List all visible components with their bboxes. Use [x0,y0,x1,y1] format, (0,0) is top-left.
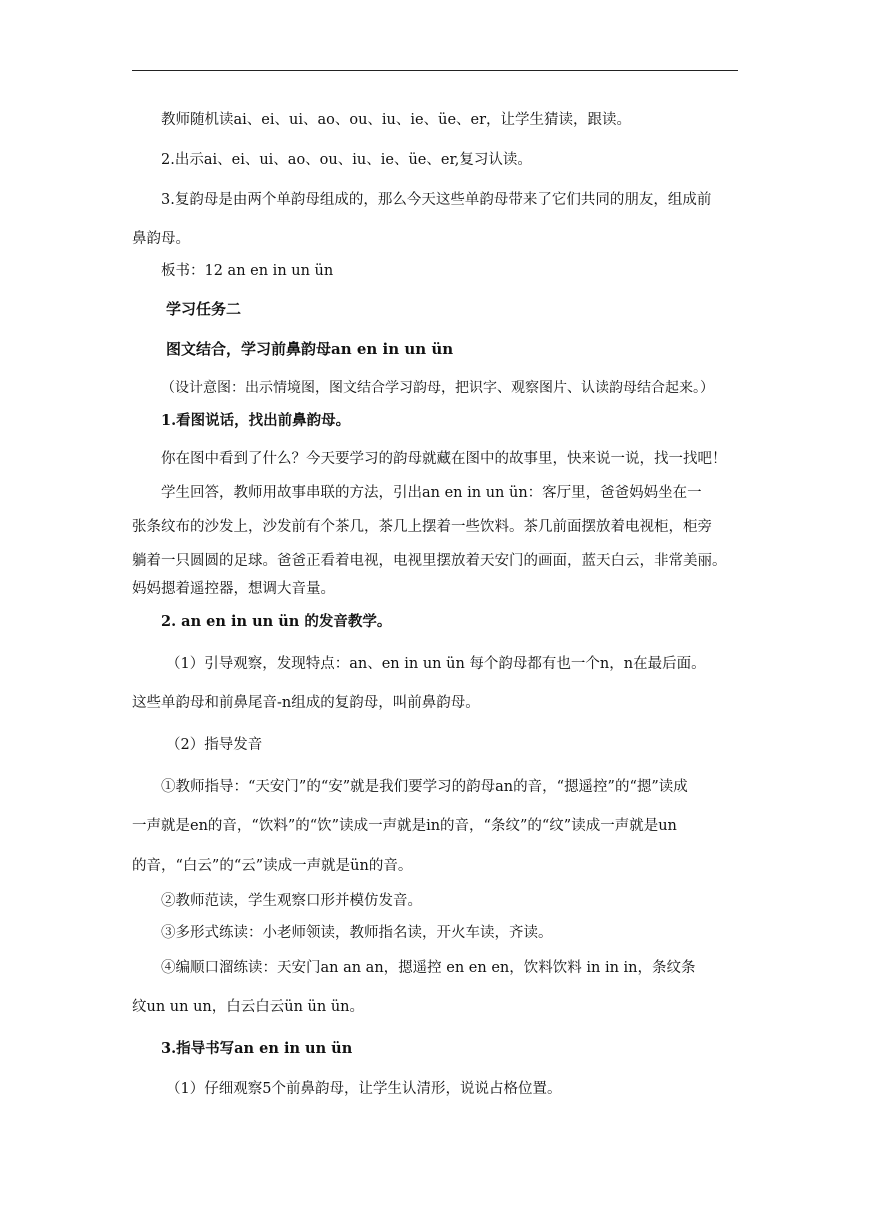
paragraph-line: 学生回答，教师用故事串联的方法，引出an en in un ün：客厅里，爸爸妈妈坐在一 [161,485,702,501]
section-subheading: 图文结合，学习前鼻韵母an en in un ün [166,340,454,358]
paragraph-line: （1）引导观察，发现特点：an、en in un ün 每个韵母都有也一个n，n在最后面。 [166,656,706,672]
paragraph-line: 你在图中看到了什么？今天要学习的韵母就藏在图中的故事里，快来说一说，找一找吧！ [161,451,727,467]
paragraph-line: 这些单韵母和前鼻尾音-n组成的复韵母，叫前鼻韵母。 [132,695,480,711]
blackboard-line: 板书：12 an en in un ün [161,263,334,279]
paragraph-line: ②教师范读，学生观察口形并模仿发音。 [161,893,422,909]
paragraph-line: 的音，“白云”的“云”读成一声就是ün的音。 [132,858,413,874]
paragraph-line: 一声就是en的音，“饮料”的“饮”读成一声就是in的音，“条纹”的“纹”读成一声就是un [132,818,677,834]
paragraph-line: ④编顺口溜练读：天安门an an an，摁遥控 en en en，饮料饮料 in in in，条纹条 [161,960,696,976]
paragraph-line: 纹un un un，白云白云ün ün ün。 [132,999,364,1015]
paragraph-line: 3.复韵母是由两个单韵母组成的，那么今天这些单韵母带来了它们共同的朋友，组成前 [161,192,712,208]
section-heading: 学习任务二 [166,300,242,318]
paragraph-line: 躺着一只圆圆的足球。爸爸正看着电视，电视里摆放着天安门的画面，蓝天白云，非常美丽。 [132,553,727,569]
paragraph-line: 2.出示ai、ei、ui、ao、ou、iu、ie、üe、er,复习认读。 [161,152,532,168]
paragraph-line: 鼻韵母。 [132,231,190,247]
design-intent-note: （设计意图：出示情境图，图文结合学习韵母，把识字、观察图片、认读韵母结合起来。） [161,380,714,396]
step-heading: 2. an en in un ün 的发音教学。 [161,613,392,630]
paragraph-line: ③多形式练读：小老师领读，教师指名读，开火车读，齐读。 [161,925,553,941]
step-heading: 1.看图说话，找出前鼻韵母。 [161,412,351,429]
paragraph-line: 张条纹布的沙发上，沙发前有个茶几，茶几上摆着一些饮料。茶几前面摆放着电视柜，柜旁 [132,519,712,535]
step-heading: 3.指导书写an en in un ün [161,1040,353,1057]
header-rule [132,70,738,71]
paragraph-line: （2）指导发音 [166,737,263,753]
paragraph-line: ①教师指导：“天安门”的“安”就是我们要学习的韵母an的音，“摁遥控”的“摁”读成 [161,779,688,795]
paragraph-line: 教师随机读ai、ei、ui、ao、ou、iu、ie、üe、er，让学生猜读，跟读。 [161,112,632,128]
paragraph-line: （1）仔细观察5个前鼻韵母，让学生认清形，说说占格位置。 [166,1081,562,1097]
paragraph-line: 妈妈摁着遥控器，想调大音量。 [132,581,335,597]
